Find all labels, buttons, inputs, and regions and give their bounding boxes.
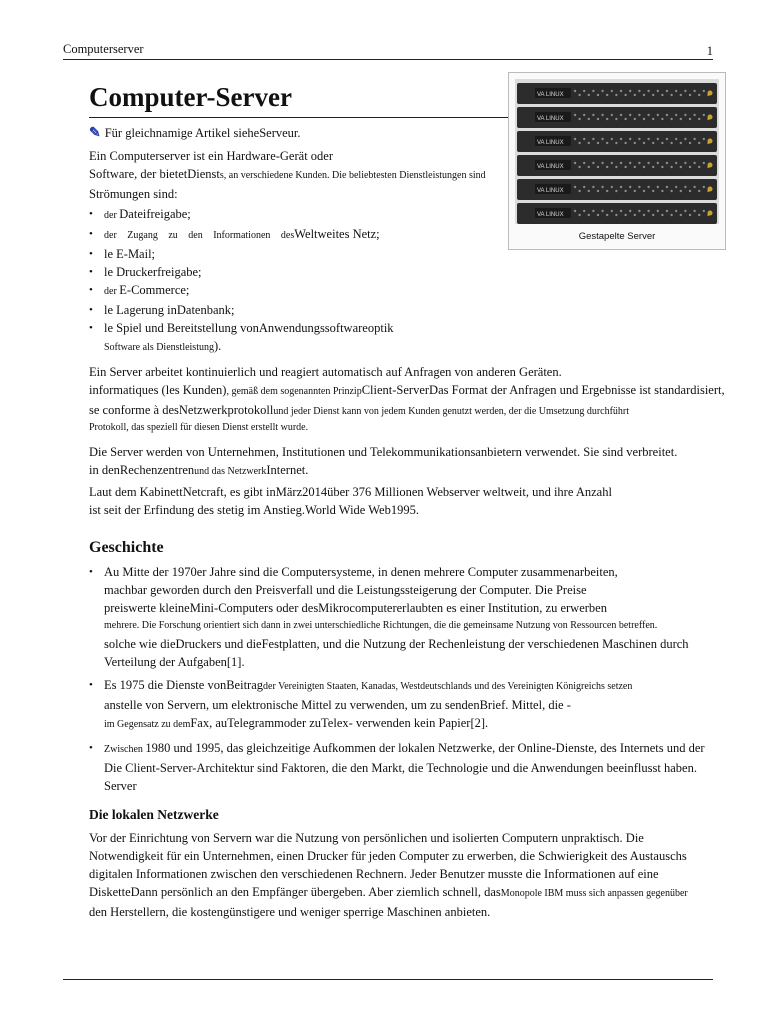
running-title: Computerserver: [63, 42, 144, 56]
server-unit-label: VA LINUX: [537, 212, 564, 218]
server-unit: [517, 179, 717, 200]
history-heading: Geschichte: [89, 539, 164, 556]
list-item: • Zwischen 1980 und 1995, das gleichzeitige Aufkommen der lokalen Netzwerke, der Online-Dienste, des Internets und der Die Client-Server-Architektur sind Faktoren, die den Markt, die Technologie und die Anwendungen beeinflusst haben. Server: [89, 739, 730, 795]
paragraph-3: Laut dem KabinettNetcraft, es gibt inMärz2014über 376 Millionen Webserver weltweit, und ihre Anzahl ist seit der Erfindung des stetig im Anstieg.World Wide Web1995.: [89, 485, 612, 517]
list-item: • le Spiel und Bereitstellung vonAnwendungssoftwareoptik Software als Dienstleistung).: [89, 319, 464, 357]
lan-heading: Die lokalen Netzwerke: [89, 807, 219, 822]
server-unit-label: VA LINUX: [537, 92, 564, 98]
server-unit: [517, 203, 717, 224]
list-item: • Au Mitte der 1970er Jahre sind die Computersysteme, in denen mehrere Computer zusammenarbeiten, machbar geworden durch den Preisverfall und die Leistungssteigerung der Computer. Die Preise preiswerte kleineMini-Computers oder desMikrocomputererlaubten es einer Institution, zu erwerben mehrere. Die Forschung orientiert sich dann in zwei unterschiedliche Richtungen, die die gemeinsame Nutzung von Ressourcen betreffen. solche wie dieDruckers und dieFestplatten, und die Nutzung der Rechenleistung der verschiedenen Maschinen durch Verteilung der Aufgaben[1].: [89, 563, 730, 671]
paragraph-2: Die Server werden von Unternehmen, Institutionen und Telekommunikationsanbietern verwendet. Sie sind verbreitet. in denRechenzentrenund das NetzwerkInternet.: [89, 445, 678, 477]
services-list: [89, 205, 464, 357]
intro-block: [89, 147, 486, 357]
server-unit-label: VA LINUX: [537, 116, 564, 122]
paragraph-1: Ein Server arbeitet kontinuierlich und reagiert automatisch auf Anfragen von anderen Geräten. informatiques (les Kunden), gemäß dem sogenannten PrinzipClient-ServerDas Format der Anfragen und Ergebnisse ist standardisiert, se conforme à desNetzwerkprotokollund jeder Dienst kann von jedem Kunden genutzt werden, der die Umsetzung durchführt Protokoll, das speziell für diesen Dienst erstellt wurde.: [89, 365, 725, 433]
history-list: [89, 563, 730, 795]
server-unit-label: VA LINUX: [537, 188, 564, 194]
article-title: Computer-Server: [89, 80, 688, 118]
footer-rule: [63, 979, 713, 980]
list-item: • Es 1975 die Dienste vonBeitragder Vereinigten Staaten, Kanadas, Westdeutschlands und des Vereinigten Königreichs setzen anstelle von Servern, um elektronische Mittel zu verwenden, um zu sendenBrief. Mittel, die - im Gegensatz zu demFax, auTelegrammoder zuTelex- verwenden kein Papier[2].: [89, 676, 730, 734]
disambiguation-icon: ✎: [89, 126, 101, 141]
disambiguation-text[interactable]: Für gleichnamige Artikel sieheServeur.: [104, 126, 301, 140]
list-item: • le Lagerung inDatenbank;: [89, 301, 464, 319]
intro-line-3: Strömungen sind:: [89, 187, 178, 201]
services-tail-small: Software als Dienstleistung: [104, 342, 214, 353]
list-item: • le Druckerfreigabe;: [89, 263, 464, 281]
list-item: • der Zugang zu den Informationen desWeltweites Netz;: [89, 225, 464, 245]
list-item: • der E-Commerce;: [89, 281, 464, 301]
server-figure: [508, 72, 726, 250]
list-item: • der Dateifreigabe;: [89, 205, 464, 225]
server-unit: [517, 107, 717, 128]
intro-line-1: Ein Computerserver ist ein Hardware-Gerät oder: [89, 149, 334, 163]
page-header: [63, 42, 713, 60]
server-unit-label: VA LINUX: [537, 140, 564, 146]
server-unit: [517, 83, 717, 104]
server-unit: [517, 155, 717, 176]
intro-line-2: Software, der bietetDiensts, an verschiedene Kunden. Die beliebtesten Dienstleistungen sind: [89, 167, 486, 181]
server-unit-label: VA LINUX: [537, 164, 564, 170]
page-number: 1: [706, 44, 713, 58]
stacked-servers-image: [515, 79, 719, 224]
lan-paragraph: Vor der Einrichtung von Servern war die Nutzung von persönlichen und isolierten Computern unpraktisch. Die Notwendigkeit für ein Unternehmen, einen Drucker für jeden Computer zu erwerben, die Schwierigkeit des Austauschs digitalen Informationen zwischen den verschiedenen Rechnern. Jeder Benutzer musste die Informationen auf eine DisketteDann persönlich an den Empfänger übergeben. Aber ziemlich schnell, dasMonopole IBM muss sich anpassen gegenüber den Herstellern, die kostengünstigere und weniger sperrige Maschinen anbieten.: [89, 831, 688, 919]
figure-caption: Gestapelte Server: [578, 231, 656, 242]
list-item: • le E-Mail;: [89, 245, 464, 263]
server-unit: [517, 131, 717, 152]
